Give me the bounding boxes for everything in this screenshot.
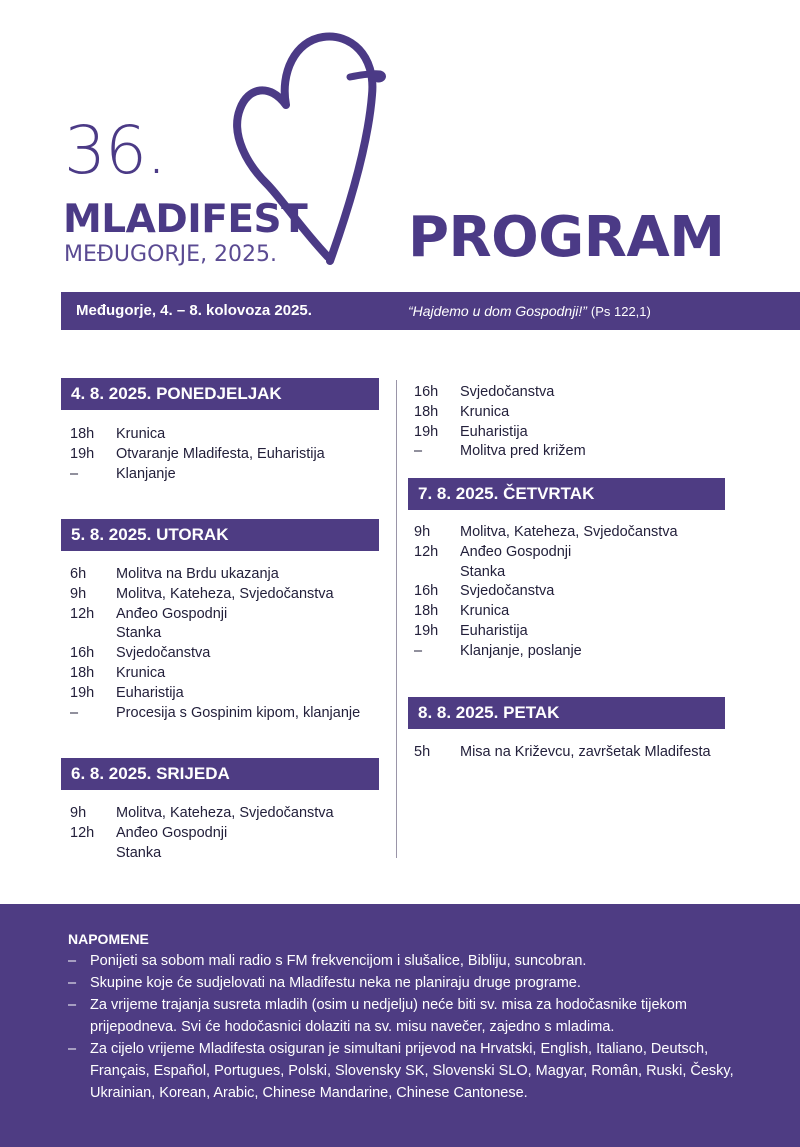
schedule-row xyxy=(70,704,360,724)
schedule-time: 16h xyxy=(414,384,439,400)
schedule-row xyxy=(70,465,325,485)
schedule-row xyxy=(70,684,360,704)
schedule-time: 5h xyxy=(414,744,431,760)
column-divider xyxy=(396,380,397,858)
schedule-desc: Molitva na Brdu ukazanja xyxy=(116,566,279,582)
day-header-tuesday: 5. 8. 2025. UTORAK xyxy=(61,519,379,551)
day-schedule-friday xyxy=(414,743,711,763)
schedule-row xyxy=(414,423,586,443)
schedule-row xyxy=(414,442,586,462)
note-dash: – xyxy=(68,997,77,1013)
schedule-time: 19h xyxy=(414,423,439,440)
schedule-time: 9h xyxy=(70,805,87,821)
schedule-desc: Misa na Križevcu, završetak Mladifesta xyxy=(460,744,711,760)
day-schedule-tuesday xyxy=(70,565,360,723)
schedule-time: 19h xyxy=(70,445,95,462)
schedule-row xyxy=(414,383,586,403)
schedule-row xyxy=(70,624,360,644)
schedule-desc: Molitva, Kateheza, Svjedočanstva xyxy=(460,524,678,540)
day-header-friday: 8. 8. 2025. PETAK xyxy=(408,697,725,729)
schedule-time xyxy=(414,563,460,583)
day-header-monday: 4. 8. 2025. PONEDJELJAK xyxy=(61,378,379,410)
schedule-desc: Euharistija xyxy=(116,684,184,701)
schedule-row xyxy=(414,622,678,642)
note-text: Za cijelo vrijeme Mladifesta osiguran je simultani prijevod na Hrvatski, English, Italiano, Deutsch, Français, Español, Portugues, Polski, Slovensky SK, Slovenski SLO, Magyar, Român, Ruski, Česky, Ukrainian, Korean, Arabic, Chinese Mandarine, Chinese Cantonese. xyxy=(90,1041,734,1101)
day-schedule-monday xyxy=(70,425,325,484)
brand-subtitle: MEĐUGORJE, 2025. xyxy=(64,242,278,267)
schedule-desc: Euharistija xyxy=(460,423,528,440)
note-item xyxy=(68,972,768,994)
schedule-row xyxy=(70,844,334,864)
brand-name: MLADIFEST xyxy=(63,197,308,242)
day-header-thursday: 7. 8. 2025. ČETVRTAK xyxy=(408,478,725,510)
schedule-desc: Anđeo Gospodnji xyxy=(460,543,572,560)
schedule-desc: Svjedočanstva xyxy=(116,645,211,662)
schedule-time: 16h xyxy=(70,645,95,662)
schedule-time: – xyxy=(414,443,423,460)
schedule-time: 12h xyxy=(414,543,439,560)
notes-panel xyxy=(0,904,800,1147)
schedule-desc: Euharistija xyxy=(460,622,528,639)
schedule-desc: Procesija s Gospinim kipom, klanjanje xyxy=(116,704,361,721)
note-text: Za vrijeme trajanja susreta mladih (osim u nedjelju) neće biti sv. misa za hodočasnike tijekom prijepodneva. Svi će hodočasnici dolaziti na sv. misu navečer, zajedno s mladima. xyxy=(90,997,687,1035)
schedule-row xyxy=(414,743,711,763)
day-schedule-wednesday-part2 xyxy=(414,383,586,462)
schedule-desc: Klanjanje xyxy=(116,465,176,482)
schedule-row xyxy=(414,543,678,563)
schedule-row xyxy=(70,585,360,605)
schedule-time: 12h xyxy=(70,824,95,841)
note-item xyxy=(68,950,768,972)
schedule-time: 18h xyxy=(70,426,95,442)
schedule-time: 18h xyxy=(414,603,439,620)
schedule-time xyxy=(70,844,116,864)
schedule-row xyxy=(414,582,678,602)
schedule-desc: Stanka xyxy=(460,563,506,580)
schedule-row xyxy=(70,824,334,844)
schedule-desc: Svjedočanstva xyxy=(460,384,555,400)
schedule-time: 16h xyxy=(414,583,439,600)
notes-title: NAPOMENE xyxy=(68,931,149,947)
schedule-row xyxy=(70,425,325,445)
schedule-time: 18h xyxy=(414,403,439,420)
motto-reference: (Ps 122,1) xyxy=(590,304,651,319)
schedule-row xyxy=(414,642,678,662)
schedule-desc: Krunica xyxy=(116,426,166,442)
note-text: Ponijeti sa sobom mali radio s FM frekvencijom i slušalice, Bibliju, suncobran. xyxy=(90,953,587,969)
schedule-desc: Stanka xyxy=(116,844,162,861)
schedule-time: 19h xyxy=(70,684,95,701)
motto-text: “Hajdemo u dom Gospodnji!” xyxy=(408,303,587,319)
schedule-desc: Krunica xyxy=(460,603,510,620)
note-text: Skupine koje će sudjelovati na Mladifestu neka ne planiraju druge programe. xyxy=(90,975,581,991)
program-title: PROGRAM xyxy=(408,205,725,270)
schedule-desc: Stanka xyxy=(116,625,162,642)
day-schedule-wednesday-part1 xyxy=(70,804,334,863)
schedule-row xyxy=(70,804,334,824)
schedule-desc: Otvaranje Mladifesta, Euharistija xyxy=(116,445,325,462)
schedule-row xyxy=(70,644,360,664)
note-dash: – xyxy=(68,975,77,991)
schedule-row xyxy=(414,563,678,583)
schedule-desc: Anđeo Gospodnji xyxy=(116,824,228,841)
note-dash: – xyxy=(68,1041,77,1057)
schedule-row xyxy=(70,565,360,585)
note-dash: – xyxy=(68,953,77,969)
schedule-row xyxy=(70,605,360,625)
schedule-time: 18h xyxy=(70,664,95,681)
schedule-row xyxy=(414,523,678,543)
schedule-desc: Krunica xyxy=(460,403,510,420)
day-schedule-thursday xyxy=(414,523,678,662)
edition-number: 36. xyxy=(64,112,166,189)
schedule-time: 9h xyxy=(414,524,431,540)
schedule-desc: Molitva, Kateheza, Svjedočanstva xyxy=(116,585,334,602)
note-item xyxy=(68,994,768,1038)
motto xyxy=(408,303,651,319)
day-header-wednesday: 6. 8. 2025. SRIJEDA xyxy=(61,758,379,790)
schedule-time: – xyxy=(70,465,79,482)
schedule-desc: Krunica xyxy=(116,664,166,681)
place-dates: Međugorje, 4. – 8. kolovoza 2025. xyxy=(76,302,312,319)
schedule-desc: Svjedočanstva xyxy=(460,583,555,600)
schedule-desc: Klanjanje, poslanje xyxy=(460,642,582,659)
notes-list xyxy=(68,950,768,1104)
schedule-row xyxy=(70,445,325,465)
schedule-desc: Molitva, Kateheza, Svjedočanstva xyxy=(116,805,334,821)
schedule-desc: Molitva pred križem xyxy=(460,443,586,460)
schedule-desc: Anđeo Gospodnji xyxy=(116,605,228,622)
schedule-time: 12h xyxy=(70,605,95,622)
schedule-row xyxy=(414,602,678,622)
note-item xyxy=(68,1038,768,1104)
schedule-time xyxy=(70,624,116,644)
schedule-time: – xyxy=(70,704,79,721)
schedule-row xyxy=(70,664,360,684)
schedule-time: – xyxy=(414,642,423,659)
schedule-time: 19h xyxy=(414,622,439,639)
schedule-time: 6h xyxy=(70,566,87,582)
schedule-row xyxy=(414,403,586,423)
schedule-time: 9h xyxy=(70,585,87,602)
